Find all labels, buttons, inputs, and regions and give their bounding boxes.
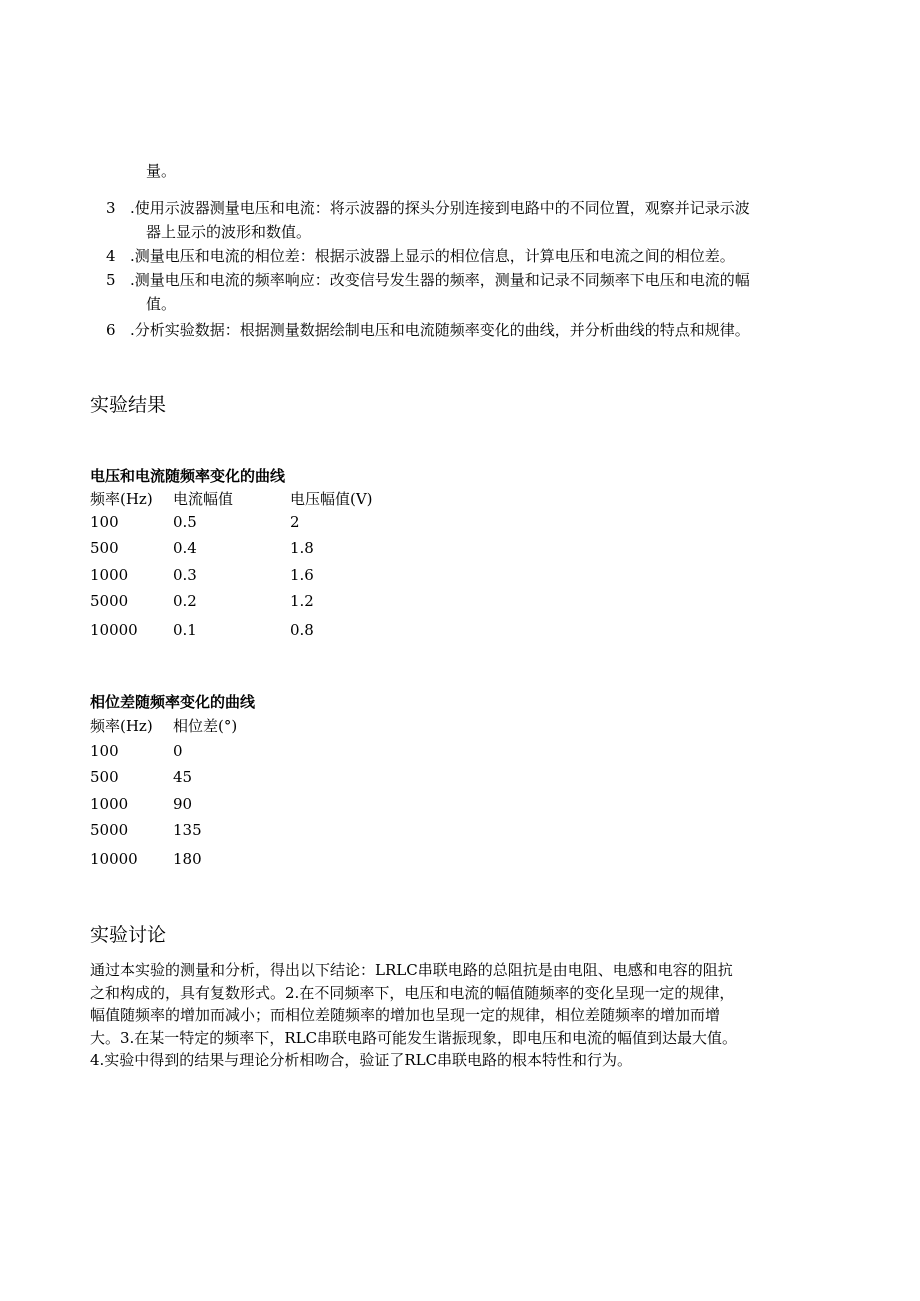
table2-cell: 45 [173, 768, 193, 786]
table1-header-current: 电流幅值 [173, 490, 234, 508]
discussion-line: 通过本实验的测量和分析，得出以下结论：LRLC串联电路的总阻抗是由电阻、电感和电容的阻抗 [90, 961, 733, 979]
step-number: 6 [106, 321, 116, 339]
table2-cell: 500 [90, 768, 119, 786]
table1-cell: 1.8 [290, 539, 314, 557]
table1-cell: 0.8 [290, 621, 314, 639]
step-number: 5 [106, 271, 116, 289]
table1-cell: 1.2 [290, 592, 314, 610]
table2-cell: 0 [173, 742, 183, 760]
table2-title: 相位差随频率变化的曲线 [90, 693, 256, 711]
table1-cell: 10000 [90, 621, 138, 639]
step-text-line: .分析实验数据：根据测量数据绘制电压和电流随频率变化的曲线，并分析曲线的特点和规律。 [130, 321, 750, 339]
table2-cell: 100 [90, 742, 119, 760]
discussion-line: 4.实验中得到的结果与理论分析相吻合，验证了RLC串联电路的根本特性和行为。 [90, 1051, 633, 1069]
discussion-paragraph [90, 959, 830, 1072]
table2-cell: 180 [173, 850, 202, 868]
table1-cell: 1.6 [290, 566, 314, 584]
step-number: 3 [106, 199, 116, 217]
table1-cell: 0.4 [173, 539, 197, 557]
table2-cell: 90 [173, 795, 193, 813]
table2-header-phase: 相位差(°) [173, 717, 238, 735]
table1-cell: 100 [90, 513, 119, 531]
discussion-heading: 实验讨论 [90, 924, 167, 946]
table1-cell: 0.5 [173, 513, 197, 531]
table1-cell: 1000 [90, 566, 129, 584]
step-text-line: 值。 [146, 295, 177, 313]
table2-header-frequency: 频率(Hz) [90, 717, 153, 735]
table1-title: 电压和电流随频率变化的曲线 [90, 467, 286, 485]
results-heading: 实验结果 [90, 394, 167, 416]
table1-cell: 500 [90, 539, 119, 557]
table1-cell: 0.1 [173, 621, 197, 639]
step-number: 4 [106, 247, 116, 265]
table1-cell: 5000 [90, 592, 129, 610]
step-text-line: .使用示波器测量电压和电流：将示波器的探头分别连接到电路中的不同位置，观察并记录示波 [130, 199, 750, 217]
table1-header-voltage: 电压幅值(V) [290, 490, 373, 508]
step-text-line: 器上显示的波形和数值。 [146, 223, 312, 241]
table1-header-frequency: 频率(Hz) [90, 490, 153, 508]
step-text-line: .测量电压和电流的频率响应：改变信号发生器的频率，测量和记录不同频率下电压和电流的幅 [130, 271, 750, 289]
table2-cell: 10000 [90, 850, 138, 868]
discussion-line: 大。3.在某一特定的频率下，RLC串联电路可能发生谐振现象，即电压和电流的幅值到达最大值。 [90, 1028, 738, 1047]
discussion-line: 幅值随频率的增加而减小；而相位差随频率的增加也呈现一定的规律，相位差随频率的增加而增 [90, 1006, 721, 1024]
table2-cell: 1000 [90, 795, 129, 813]
discussion-line: 之和构成的，具有复数形式。2.在不同频率下，电压和电流的幅值随频率的变化呈现一定的规律， [90, 983, 735, 1002]
table2-cell: 5000 [90, 821, 129, 839]
step-text-line: .测量电压和电流的相位差：根据示波器上显示的相位信息，计算电压和电流之间的相位差。 [130, 247, 735, 265]
table1-cell: 0.2 [173, 592, 197, 610]
table1-cell: 0.3 [173, 566, 197, 584]
procedure-continuation-text: 量。 [146, 162, 177, 180]
table1-cell: 2 [290, 513, 300, 531]
table2-cell: 135 [173, 821, 202, 839]
